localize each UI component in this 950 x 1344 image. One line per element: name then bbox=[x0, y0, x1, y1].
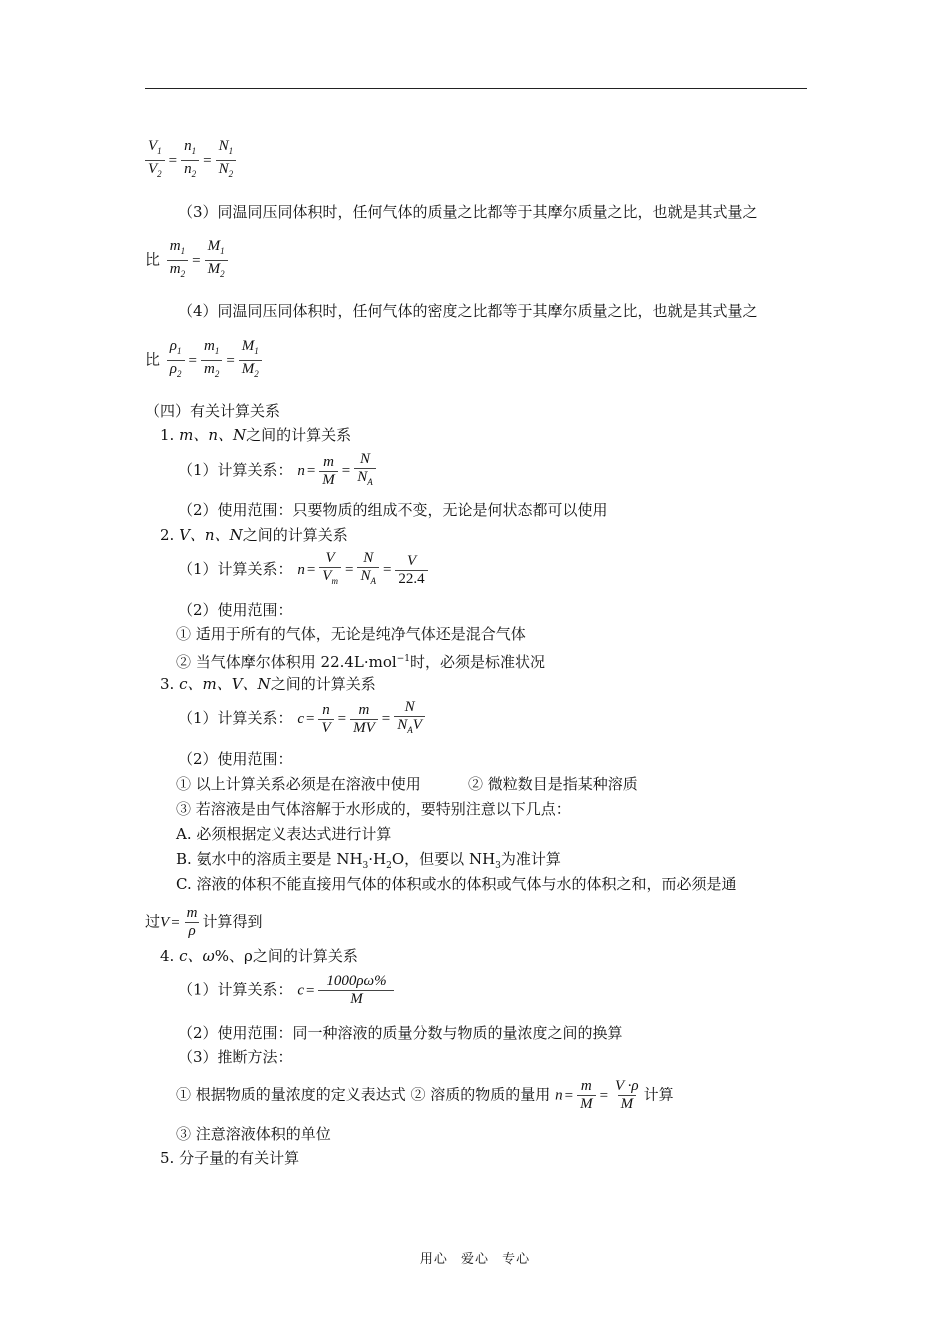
subsection-3-formula: （1）计算关系： c = $\frac{n}{V}$ = $\frac{m}{MV}$ = $\frac{N}{N_AV}$ bbox=[178, 699, 427, 739]
subsection-3-item-2: ② 微粒数目是指某种溶质 bbox=[468, 775, 638, 793]
equation-mass-ratio: 比 $\frac{m_1}{m_2}$ = $\frac{M_1}{M_2}$ bbox=[145, 238, 230, 283]
subsection-3-point-a: A. 必须根据定义表达式进行计算 bbox=[176, 825, 392, 843]
fraction: $\frac{N}{N_AV}$ bbox=[394, 699, 425, 739]
fraction: $\frac{m_1}{m_2}$ bbox=[167, 238, 188, 283]
subsection-3-item-3: ③ 若溶液是由气体溶解于水形成的，要特别注意以下几点： bbox=[176, 800, 571, 818]
subsection-3-point-c: C. 溶液的体积不能直接用气体的体积或水的体积或气体与水的体积之和，而必须是通 bbox=[176, 875, 737, 893]
section-4-title: （四）有关计算关系 bbox=[145, 402, 281, 420]
subsection-4-title: 4. c、ω%、ρ之间的计算关系 bbox=[160, 947, 358, 965]
subsection-2-title: 2. V、n、N之间的计算关系 bbox=[160, 526, 348, 544]
fraction: $\frac{1000\rho\omega\%}{M}$ bbox=[318, 973, 394, 1008]
subsection-2-item-2: ② 当气体摩尔体积用 22.4L·mol$^{-1}$时，必须是标准状况 bbox=[176, 653, 546, 671]
fraction: $\frac{V_1}{V_2}$ bbox=[145, 138, 165, 183]
paragraph-4: （4）同温同压同体积时，任何气体的密度之比都等于其摩尔质量之比，也就是其式量之 bbox=[178, 302, 758, 320]
subsection-1-formula: （1）计算关系： n = $\frac{m}{M}$ = $\frac{N}{N_A}$ bbox=[178, 451, 378, 491]
subsection-3-point-c-cont: 过V = $\frac{m}{\rho}$ 计算得到 bbox=[145, 905, 263, 939]
equation-density-ratio: 比 $\frac{\rho_1}{\rho_2}$ = $\frac{m_1}{m_2}$ = $\frac{M_1}{M_2}$ bbox=[145, 338, 264, 383]
subsection-5-title: 5. 分子量的有关计算 bbox=[160, 1149, 300, 1167]
paragraph-3: （3）同温同压同体积时，任何气体的质量之比都等于其摩尔质量之比，也就是其式量之 bbox=[178, 203, 758, 221]
subsection-2-scope-label: （2）使用范围： bbox=[178, 601, 293, 619]
fraction: $\frac{V}{22.4}$ bbox=[395, 553, 427, 588]
subsection-1-title: 1. m、n、N之间的计算关系 bbox=[160, 426, 352, 444]
fraction: $\frac{N_1}{N_2}$ bbox=[216, 138, 237, 183]
fraction: $\frac{M_1}{M_2}$ bbox=[205, 238, 228, 283]
fraction: $\frac{m_1}{m_2}$ bbox=[201, 338, 222, 383]
subsection-3-item-1: ① 以上计算关系必须是在溶液中使用 bbox=[176, 775, 421, 793]
equation-volume-ratio: $\frac{V_1}{V_2}$ = $\frac{n_1}{n_2}$ = $\frac{N_1}{N_2}$ bbox=[143, 138, 238, 183]
fraction: $\frac{\rho_1}{\rho_2}$ bbox=[167, 338, 185, 383]
fraction: $\frac{n}{V}$ bbox=[318, 702, 333, 737]
subsection-3-point-b: B. 氨水中的溶质主要是 $NH_3\cdot H_2O$，但要以 $NH_3$为准计算 bbox=[176, 850, 561, 871]
page-footer: 用心 爱心 专心 bbox=[419, 1252, 531, 1267]
subsection-4-formula: （1）计算关系： c = $\frac{1000\rho\omega\%}{M}$ bbox=[178, 973, 396, 1008]
subsection-4-scope: （2）使用范围：同一种溶液的质量分数与物质的量浓度之间的换算 bbox=[178, 1024, 623, 1042]
fraction: $\frac{N}{N_A}$ bbox=[357, 550, 379, 590]
fraction: $\frac{m}{M}$ bbox=[319, 454, 338, 489]
subsection-4-method-3: ③ 注意溶液体积的单位 bbox=[176, 1125, 331, 1143]
subsection-4-method-1: ① 根据物质的量浓度的定义表达式 ② 溶质的物质的量用 n = $\frac{m}{M}$ = $\frac{V \cdot\rho}{M}$ 计算 bbox=[176, 1078, 674, 1112]
header-rule bbox=[145, 88, 807, 89]
fraction: $\frac{m}{\rho}$ bbox=[186, 905, 198, 939]
fraction: $\frac{M_1}{M_2}$ bbox=[239, 338, 262, 383]
subsection-2-formula: （1）计算关系： n = $\frac{V}{V_m}$ = $\frac{N}{N_A}$ = $\frac{V}{22.4}$ bbox=[178, 550, 430, 590]
subsection-4-method: （3）推断方法： bbox=[178, 1048, 293, 1066]
subsection-3-title: 3. c、m、V、N之间的计算关系 bbox=[160, 675, 376, 693]
fraction: $\frac{m}{MV}$ bbox=[350, 702, 378, 737]
subsection-2-item-1: ① 适用于所有的气体，无论是纯净气体还是混合气体 bbox=[176, 625, 526, 643]
subsection-1-scope: （2）使用范围：只要物质的组成不变，无论是何状态都可以使用 bbox=[178, 501, 608, 519]
fraction: $\frac{m}{M}$ bbox=[577, 1078, 596, 1113]
subsection-3-scope-label: （2）使用范围： bbox=[178, 750, 293, 768]
fraction: $\frac{V \cdot\rho}{M}$ bbox=[615, 1078, 639, 1112]
fraction: $\frac{N}{N_A}$ bbox=[354, 451, 376, 491]
fraction: $\frac{V}{V_m}$ bbox=[319, 550, 341, 590]
fraction: $\frac{n_1}{n_2}$ bbox=[181, 138, 199, 183]
